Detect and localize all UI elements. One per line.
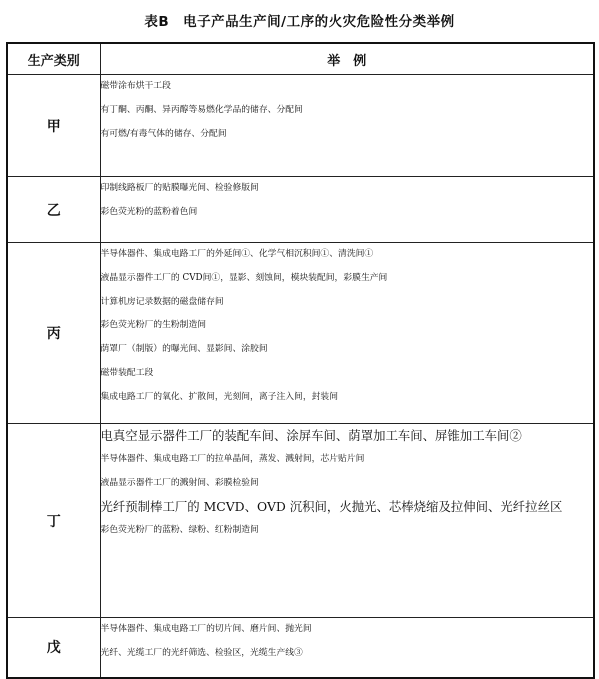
table-title: 表B 电子产品生产间/工序的火灾危险性分类举例 <box>144 14 455 30</box>
example-item: 光纤预制棒工厂的 MCVD、OVD 沉积间，火抛光、芯棒烧缩及拉伸间、光纤拉丝区 <box>100 499 563 515</box>
example-item: 液晶显示器件工厂的溅射间、彩膜检验间 <box>100 477 259 488</box>
examples-cell <box>100 618 594 678</box>
example-item: 荫罩厂（制版）的曝光间、显影间、涂胶间 <box>100 344 268 355</box>
table-row <box>7 424 594 618</box>
examples-cell <box>100 177 594 243</box>
example-item: 液晶显示器件工厂的 CVD间①，显影、刻蚀间，模块装配间，彩膜生产间 <box>100 272 388 283</box>
example-item: 印制线路板厂的贴膜曝光间、检验修版间 <box>100 183 259 193</box>
table-row <box>7 177 594 243</box>
example-item: 磁带涂布烘干工段 <box>100 81 171 91</box>
examples-cell <box>100 75 594 177</box>
example-item: 半导体器件、集成电路工厂的切片间、磨片间、抛光间 <box>100 624 312 634</box>
category-cell: 甲 <box>7 75 100 177</box>
example-item: 计算机房记录数据的磁盘储存间 <box>100 296 224 307</box>
header-examples: 举 例 <box>100 43 594 75</box>
example-item: 彩色荧光粉厂的蓝粉、绿粉、红粉制造间 <box>100 525 259 536</box>
table-row <box>7 75 594 177</box>
example-item: 半导体器件、集成电路工厂的外延间①、化学气相沉积间①、清洗间① <box>100 249 374 259</box>
example-item: 磁带装配工段 <box>100 367 154 378</box>
category-cell: 戊 <box>7 618 100 678</box>
example-item: 集成电路工厂的氧化、扩散间，光刻间，离子注入间，封装间 <box>100 391 339 402</box>
example-item: 彩色荧光粉厂的生粉制造间 <box>100 320 207 331</box>
examples-cell <box>100 243 594 424</box>
example-item: 电真空显示器件工厂的装配车间、涂屏车间、荫罩加工车间、屏锥加工车间② <box>100 428 522 443</box>
example-item: 彩色荧光粉的蓝粉着色间 <box>100 206 198 217</box>
example-item: 光纤、光缆工厂的光纤筛选、检验区，光缆生产线③ <box>100 647 303 658</box>
fire-risk-classification-table <box>6 42 595 679</box>
examples-cell <box>100 424 594 618</box>
category-cell: 丁 <box>7 424 100 618</box>
category-cell: 乙 <box>7 177 100 243</box>
example-item: 半导体器件、集成电路工厂的拉单晶间，蒸发、溅射间，芯片贴片间 <box>100 453 365 464</box>
header-row <box>7 43 594 75</box>
table-row <box>7 618 594 678</box>
example-item: 有丁酮、丙酮、异丙醇等易燃化学品的储存、分配间 <box>100 104 303 115</box>
table-row <box>7 243 594 424</box>
example-item: 有可燃/有毒气体的储存、分配间 <box>100 128 227 139</box>
header-category: 生产类别 <box>7 43 100 75</box>
category-cell: 丙 <box>7 243 100 424</box>
